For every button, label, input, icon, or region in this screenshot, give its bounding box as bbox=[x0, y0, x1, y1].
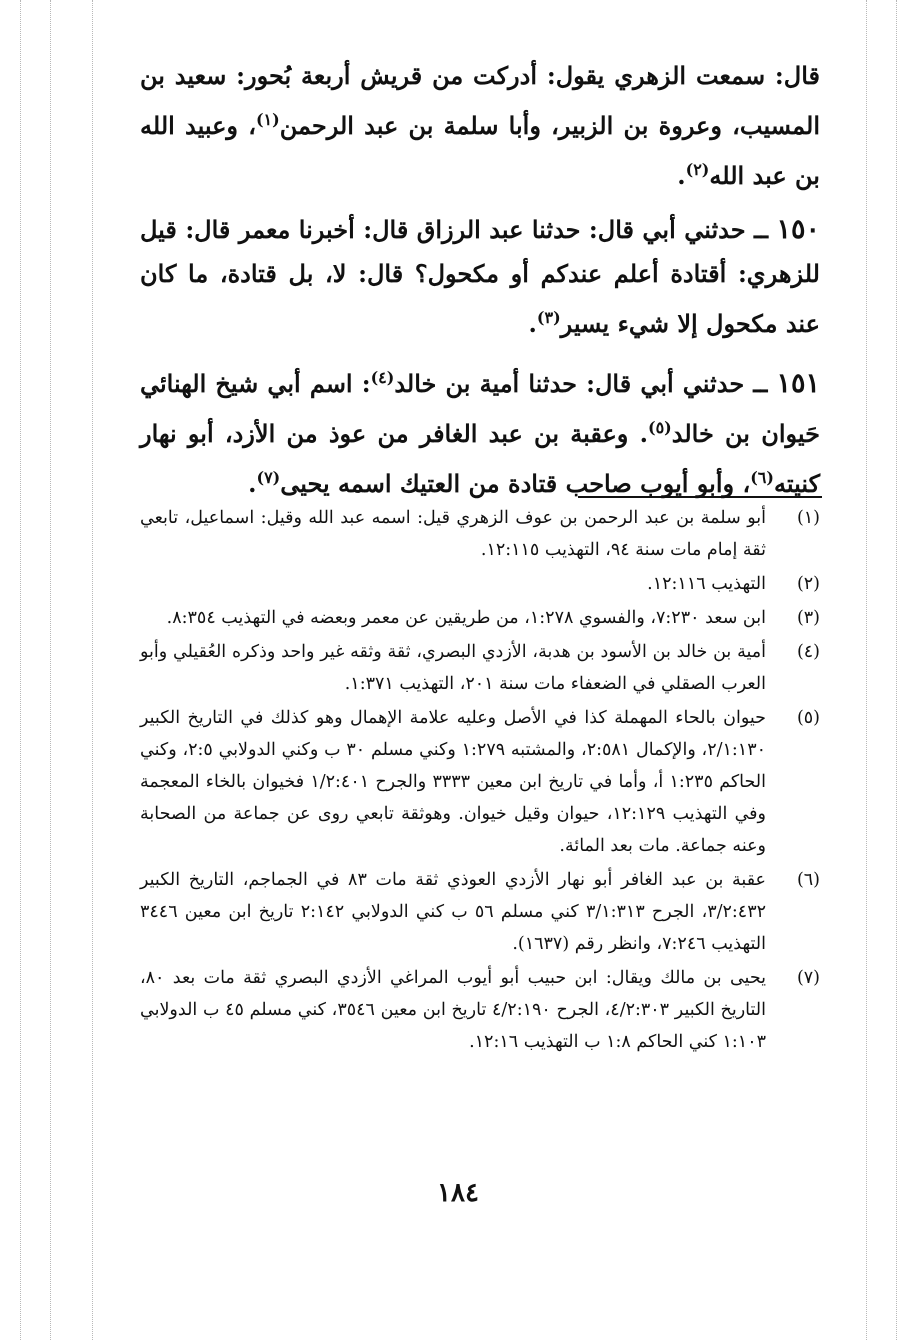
margin-rule bbox=[896, 0, 897, 1340]
footnote-text: أبو سلمة بن عبد الرحمن بن عوف الزهري قيل: اسمه عبد الله وقيل: اسماعيل، تابعي ثقة إمام مات سنة ٩٤، التهذيب ١٢:١١٥. bbox=[140, 508, 766, 560]
paragraph-text: . bbox=[677, 161, 686, 190]
margin-rule bbox=[866, 0, 867, 1340]
paragraph-1 bbox=[140, 54, 820, 198]
paragraph-text: ــ حدثني أبي قال: حدثنا أمية بن خالد bbox=[394, 369, 768, 398]
footnote bbox=[140, 962, 820, 1058]
paragraph-text: . bbox=[528, 309, 537, 338]
margin-rule bbox=[92, 0, 93, 1340]
item-number: ١٥١ bbox=[776, 368, 820, 399]
page-number: ١٨٤ bbox=[437, 1178, 479, 1208]
paragraph-151 bbox=[140, 356, 820, 506]
paragraph-150 bbox=[140, 208, 820, 346]
margin-rule bbox=[20, 0, 21, 1340]
paragraph-text: . bbox=[248, 469, 257, 498]
footnote-text: ابن سعد ٧:٢٣٠، والفسوي ١:٢٧٨، من طريقين عن معمر وبعضه في التهذيب ٨:٣٥٤. bbox=[166, 608, 766, 628]
footnote-number: (٤) bbox=[796, 642, 820, 662]
footnote-number: (٣) bbox=[796, 608, 820, 628]
footnote bbox=[140, 702, 820, 862]
footnote-number: (١) bbox=[796, 508, 820, 528]
footnote-number: (٢) bbox=[796, 574, 820, 594]
footnote-text: حيوان بالحاء المهملة كذا في الأصل وعليه علامة الإهمال وهو كذلك في التاريخ الكبير ٢/١:١٣٠، والإكمال ٢:٥٨١، والمشتبه ١:٢٧٩ وكني مسلم ٣٠ ب وكني الدولابي ٢:٥، وكني الحاكم ١:٢٣٥ أ، وأما في تاريخ ابن معين ٣٣٣٣ والجرح ١/٢:٤٠١ فخيوان بالخاء المعجمة وفي التهذيب ١٢:١٢٩، حيوان وقيل خيوان. وهوثقة تابعي روى عن جماعة من الصحابة وعنه جماعة. مات بعد المائة. bbox=[140, 708, 767, 856]
footnote-separator bbox=[578, 496, 822, 498]
footnote-text: التهذيب ١٢:١١٦. bbox=[647, 574, 766, 594]
footnote bbox=[140, 636, 820, 700]
margin-rule bbox=[50, 0, 51, 1340]
footnote bbox=[140, 568, 820, 600]
footnote bbox=[140, 602, 820, 634]
main-text bbox=[140, 54, 820, 516]
footnote-number: (٥) bbox=[796, 708, 820, 728]
paragraph-text: ، وأبو أيوب صاحب قتادة من العتيك اسمه يحيى bbox=[280, 469, 751, 498]
footnote-ref[interactable]: (١) bbox=[255, 110, 280, 129]
footnote bbox=[140, 502, 820, 566]
footnote-ref[interactable]: (٧) bbox=[256, 468, 281, 487]
item-number: ١٥٠ bbox=[776, 214, 821, 245]
footnote-ref[interactable]: (٦) bbox=[750, 468, 774, 487]
footnote bbox=[140, 864, 820, 960]
footnote-text: عقبة بن عبد الغافر أبو نهار الأزدي العوذي ثقة مات ٨٣ في الجماجم، التاريخ الكبير ٣/٢:٤٣٢، الجرح ٣/١:٣١٣ كني مسلم ٥٦ ب كني الدولابي ٢:١٤٢ تاريخ ابن معين ٣٤٤٦ التهذيب ٧:٢٤٦، وانظر رقم (١٦٣٧). bbox=[140, 870, 767, 954]
footnote-ref[interactable]: (٣) bbox=[536, 308, 561, 327]
footnotes bbox=[140, 502, 820, 1060]
paragraph-text: قال: سمعت الزهري يقول: أدركت من قريش أربعة بُحور: سعيد بن المسيب، وعروة بن الزبير، وأبا سلمة بن عبد الرحمن bbox=[140, 61, 821, 140]
footnote-number: (٧) bbox=[796, 968, 820, 988]
footnote-ref[interactable]: (٤) bbox=[370, 368, 395, 387]
paragraph-text: : اسم أبي شيخ الهنائي حَيوان بن خالد bbox=[140, 369, 820, 448]
footnote-ref[interactable]: (٢) bbox=[685, 160, 710, 179]
footnote-ref[interactable]: (٥) bbox=[647, 418, 672, 437]
paragraph-text: ــ حدثني أبي قال: حدثنا عبد الرزاق قال: أخبرنا معمر قال: قيل للزهري: أقتادة أعلم عندكم أو مكحول؟ قال: لا، بل قتادة، ما كان عند مكحول إلا شيء يسير bbox=[140, 215, 820, 338]
paragraph-text: ، وعبيد الله بن عبد الله bbox=[140, 111, 820, 190]
paragraph-text: . وعقبة بن عبد الغافر من عوذ من الأزد، أبو نهار كنيته bbox=[140, 419, 820, 498]
footnote-number: (٦) bbox=[796, 870, 820, 890]
footnote-text: أمية بن خالد بن الأسود بن هدبة، الأزدي البصري، ثقة وثقه غير واحد وذكره العُقيلي وأبو العرب الصقلي في الضعفاء مات سنة ٢٠١، التهذيب ١:٣٧١. bbox=[140, 642, 766, 694]
footnote-text: يحيى بن مالك ويقال: ابن حبيب أبو أيوب المراغي الأزدي البصري ثقة مات بعد ٨٠، التاريخ الكبير ٤/٢:٣٠٣، الجرح ٤/٢:١٩٠ تاريخ ابن معين ٣٥٤٦، كني مسلم ٤٥ ب الدولابي ١:١٠٣ كني الحاكم ١:٨ ب التهذيب ١٢:١٦. bbox=[140, 968, 766, 1052]
